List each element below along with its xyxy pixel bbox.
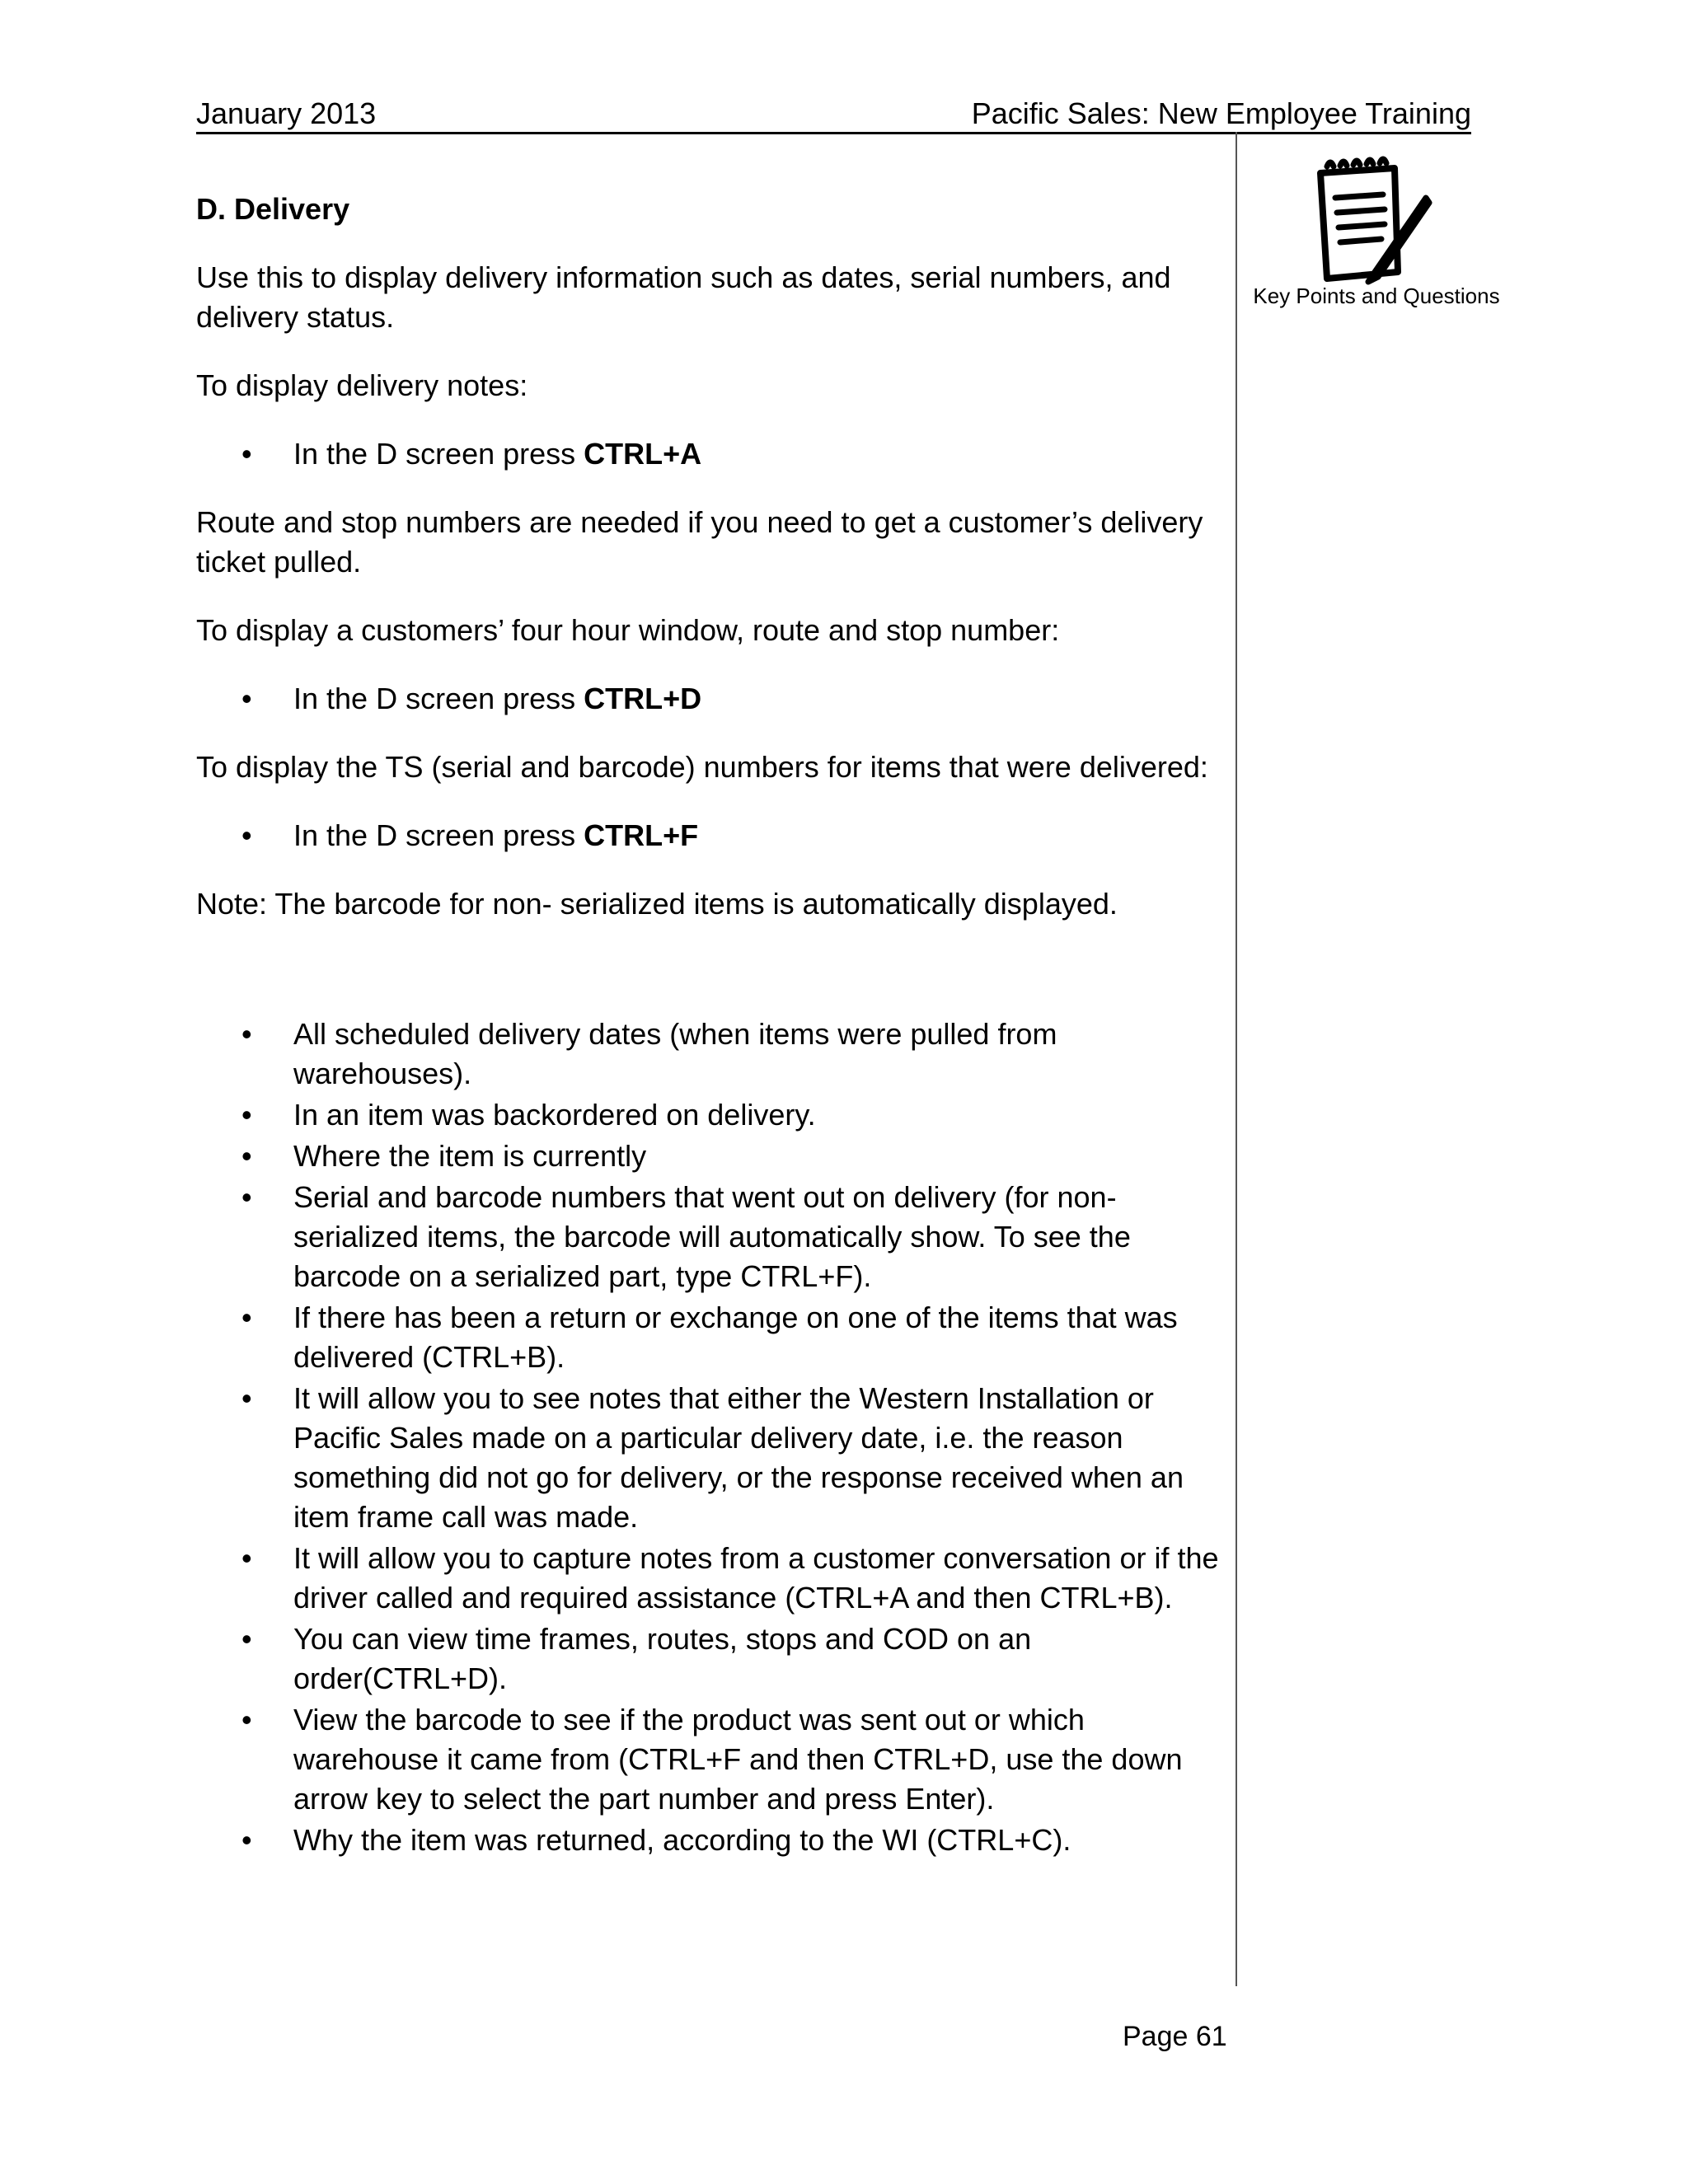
window-heading: To display a customers’ four hour window, route and stop number:: [196, 613, 1060, 647]
feature-list: [196, 1015, 1226, 1860]
shortcut-key: CTRL+D: [584, 682, 702, 715]
bullet-text: In the D screen press: [293, 682, 584, 715]
page-number: Page 61: [1123, 2021, 1227, 2052]
header-date: January 2013: [196, 96, 377, 130]
sidebar-label: Key Points and Questions: [1253, 284, 1500, 308]
list-item: • If there has been a return or exchange on one of the items that was delivered (CTRL+B).: [196, 1298, 1226, 1377]
sidebar-divider: [1236, 132, 1237, 1986]
notes-heading: To display delivery notes:: [196, 368, 528, 402]
intro-paragraph: Use this to display delivery information such as dates, serial numbers, and delivery status.: [196, 260, 1171, 334]
list-item: • View the barcode to see if the product was sent out or which warehouse it came from (CTRL+F and then CTRL+D, use the down arrow key to select the part number and press Enter).: [196, 1700, 1226, 1819]
ts-heading: To display the TS (serial and barcode) numbers for items that were delivered:: [196, 750, 1208, 784]
list-item: • In an item was backordered on delivery.: [196, 1095, 1226, 1135]
list-item: • Serial and barcode numbers that went out on delivery (for non-serialized items, the barcode will automatically show. To see the barcode on a serialized part, type CTRL+F).: [196, 1178, 1226, 1296]
list-item: [196, 679, 1226, 719]
route-paragraph: Route and stop numbers are needed if you need to get a customer’s delivery ticket pulled.: [196, 505, 1203, 579]
header-title: Pacific Sales: New Employee Training: [971, 96, 1471, 130]
list-item: • You can view time frames, routes, stops and COD on an order(CTRL+D).: [196, 1619, 1226, 1699]
list-item: • All scheduled delivery dates (when items were pulled from warehouses).: [196, 1015, 1226, 1094]
list-item: [196, 434, 1226, 474]
list-item: • It will allow you to capture notes from a customer conversation or if the driver called and required assistance (CTRL+A and then CTRL+B).: [196, 1539, 1226, 1618]
section-title: D. Delivery: [196, 192, 350, 226]
list-item: • It will allow you to see notes that either the Western Installation or Pacific Sales made on a particular delivery date, i.e. the reason something did not go for delivery, or the response received when an item frame call was made.: [196, 1379, 1226, 1537]
shortcut-key: CTRL+F: [584, 818, 699, 852]
note-paragraph: Note: The barcode for non- serialized items is automatically displayed.: [196, 887, 1118, 921]
bullet-text: In the D screen press: [293, 818, 584, 852]
main-content: [196, 190, 1226, 1862]
notepad-pen-icon: [1302, 148, 1434, 288]
bullet-text: In the D screen press: [293, 437, 584, 471]
list-item: • Where the item is currently: [196, 1137, 1226, 1176]
list-item: • Why the item was returned, according to the WI (CTRL+C).: [196, 1821, 1226, 1860]
shortcut-key: CTRL+A: [584, 437, 702, 471]
list-item: [196, 816, 1226, 855]
page-header: [196, 97, 1471, 134]
spacer: [196, 924, 1226, 1015]
